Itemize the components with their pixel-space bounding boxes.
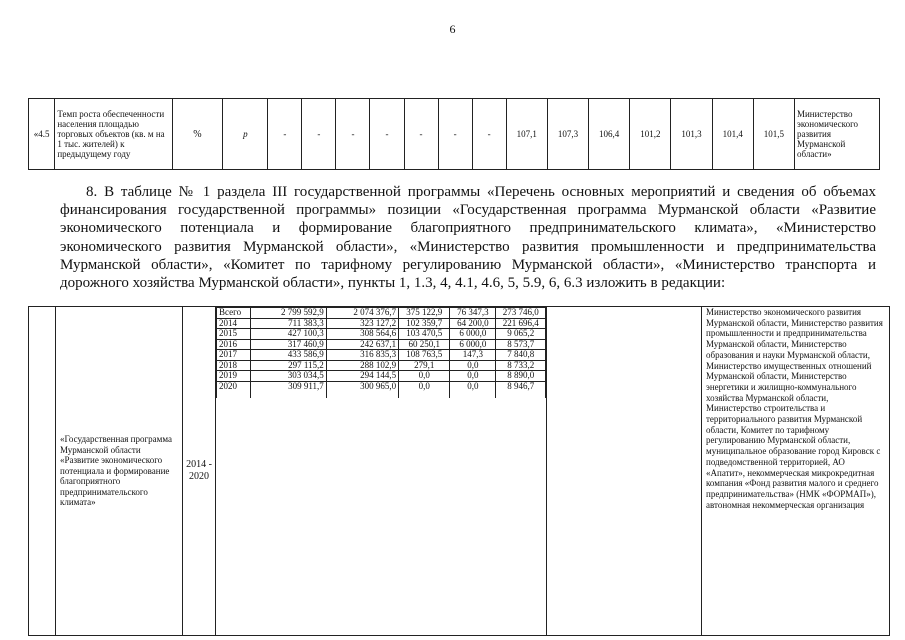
other-cell: 221 696,4: [496, 318, 546, 329]
other-cell: 8 890,0: [496, 371, 546, 382]
program-period: 2014 - 2020: [183, 307, 216, 636]
value-cell: 101,3: [671, 99, 712, 170]
total-cell: 711 383,3: [251, 318, 327, 329]
regional-cell: 316 835,3: [326, 350, 398, 361]
federal-cell: 279,1: [399, 360, 450, 371]
local-cell: 6 000,0: [450, 339, 496, 350]
local-cell: 0,0: [450, 371, 496, 382]
year-cell: 2015: [217, 329, 251, 340]
table-row: [29, 99, 880, 170]
table-row: [217, 339, 546, 350]
value-dash: -: [302, 99, 336, 170]
federal-cell: 0,0: [399, 381, 450, 398]
local-cell: 0,0: [450, 381, 496, 398]
year-cell: 2019: [217, 371, 251, 382]
value-cell: 101,2: [630, 99, 671, 170]
federal-cell: 60 250,1: [399, 339, 450, 350]
local-cell: 0,0: [450, 360, 496, 371]
responsible: Министерство экономического развития Мурманской области»: [794, 99, 879, 170]
regional-cell: 2 074 376,7: [326, 308, 398, 319]
other-cell: 9 065,2: [496, 329, 546, 340]
other-cell: 8 733,2: [496, 360, 546, 371]
other-cell: 8 573,7: [496, 339, 546, 350]
other-cell: 7 840,8: [496, 350, 546, 361]
amendment-paragraph: 8. В таблице № 1 раздела III государственной программы «Перечень основных мероприятий и сведения об объемах финансирования государственной программы» позиции «Государственная программа Мурманской области «Развитие экономического потенциала и формирование благоприятного предпринимательского климата», «Министерство экономического развития Мурманской области», «Министерство развития промышленности и предпринимательства Мурманской области», «Комитет по тарифному регулированию Мурманской области», «Министерство транспорта и дорожного хозяйства Мурманской области», пункты 1, 1.3, 4, 4.1, 4.6, 5, 5.9, 6, 6.3 изложить в редакции:: [60, 184, 876, 292]
regional-cell: 242 637,1: [326, 339, 398, 350]
value-dash: -: [370, 99, 404, 170]
value-cell: 107,1: [506, 99, 547, 170]
regional-cell: 288 102,9: [326, 360, 398, 371]
unit: %: [172, 99, 223, 170]
federal-cell: 375 122,9: [399, 308, 450, 319]
regional-cell: 294 144,5: [326, 371, 398, 382]
year-cell: 2018: [217, 360, 251, 371]
value-dash: -: [438, 99, 472, 170]
value-dash: -: [268, 99, 302, 170]
federal-cell: 103 470,5: [399, 329, 450, 340]
finance-table: [216, 307, 546, 398]
total-cell: 309 911,7: [251, 381, 327, 398]
table-row: [217, 308, 546, 319]
value-cell: 101,5: [753, 99, 794, 170]
program-name: «Государственная программа Мурманской области «Развитие экономического потенциала и формирование благоприятного предпринимательского климата»: [56, 307, 183, 636]
value-cell: 101,4: [712, 99, 753, 170]
federal-cell: 102 359,7: [399, 318, 450, 329]
value-dash: -: [336, 99, 370, 170]
other-cell: 8 946,7: [496, 381, 546, 398]
federal-cell: 0,0: [399, 371, 450, 382]
total-cell: 2 799 592,9: [251, 308, 327, 319]
local-cell: 147,3: [450, 350, 496, 361]
total-cell: 317 460,9: [251, 339, 327, 350]
responsible-executors: Министерство экономического развития Мурманской области, Министерство развития промышленности и предпринимательства Мурманской области, Министерство образования и науки Мурманской области, Министерство имущественных отношений Мурманской области, Министерство энергетики и жилищно-коммунального хозяйства Мурманской области, Министерство строительства и территориального развития Мурманской области, Комитет по тарифному регулированию Мурманской области, муниципальное образование город Кировск с подведомственной территорией, АО «Апатит», некоммерческая микрокредитная компания «Фонд развития малого и среднего предпринимательства» (НМК «ФОРМАП»), автономная некоммерческая организация: [702, 307, 890, 636]
row-number: «4.5: [29, 99, 55, 170]
page-number: 6: [449, 22, 456, 36]
local-cell: 64 200,0: [450, 318, 496, 329]
federal-cell: 108 763,5: [399, 350, 450, 361]
table-row: [217, 360, 546, 371]
year-cell: 2016: [217, 339, 251, 350]
regional-cell: 308 564,6: [326, 329, 398, 340]
year-cell: 2020: [217, 381, 251, 398]
value-cell: 107,3: [547, 99, 588, 170]
table-row: [217, 329, 546, 340]
indicator-table: [28, 98, 880, 170]
year-cell: 2017: [217, 350, 251, 361]
local-cell: 6 000,0: [450, 329, 496, 340]
other-cell: 273 746,0: [496, 308, 546, 319]
table-row: [217, 318, 546, 329]
regional-cell: 323 127,2: [326, 318, 398, 329]
empty-cell: [547, 307, 702, 636]
value-cell: 106,4: [589, 99, 630, 170]
indicator-name: Темп роста обеспеченности населения площадью торговых объектов (кв. м на 1 тыс. жителей) к предыдущему году: [55, 99, 172, 170]
table-row: [217, 381, 546, 398]
empty-cell: [29, 307, 56, 636]
finance-block: [216, 307, 547, 636]
total-cell: 297 115,2: [251, 360, 327, 371]
year-cell: Всего: [217, 308, 251, 319]
regional-cell: 300 965,0: [326, 381, 398, 398]
mark: р: [223, 99, 268, 170]
total-cell: 303 034,5: [251, 371, 327, 382]
total-cell: 433 586,9: [251, 350, 327, 361]
value-dash: -: [472, 99, 506, 170]
table-row: [29, 307, 890, 636]
table-row: [217, 371, 546, 382]
table-row: [217, 350, 546, 361]
value-dash: -: [404, 99, 438, 170]
program-table: [28, 306, 890, 636]
year-cell: 2014: [217, 318, 251, 329]
total-cell: 427 100,3: [251, 329, 327, 340]
local-cell: 76 347,3: [450, 308, 496, 319]
